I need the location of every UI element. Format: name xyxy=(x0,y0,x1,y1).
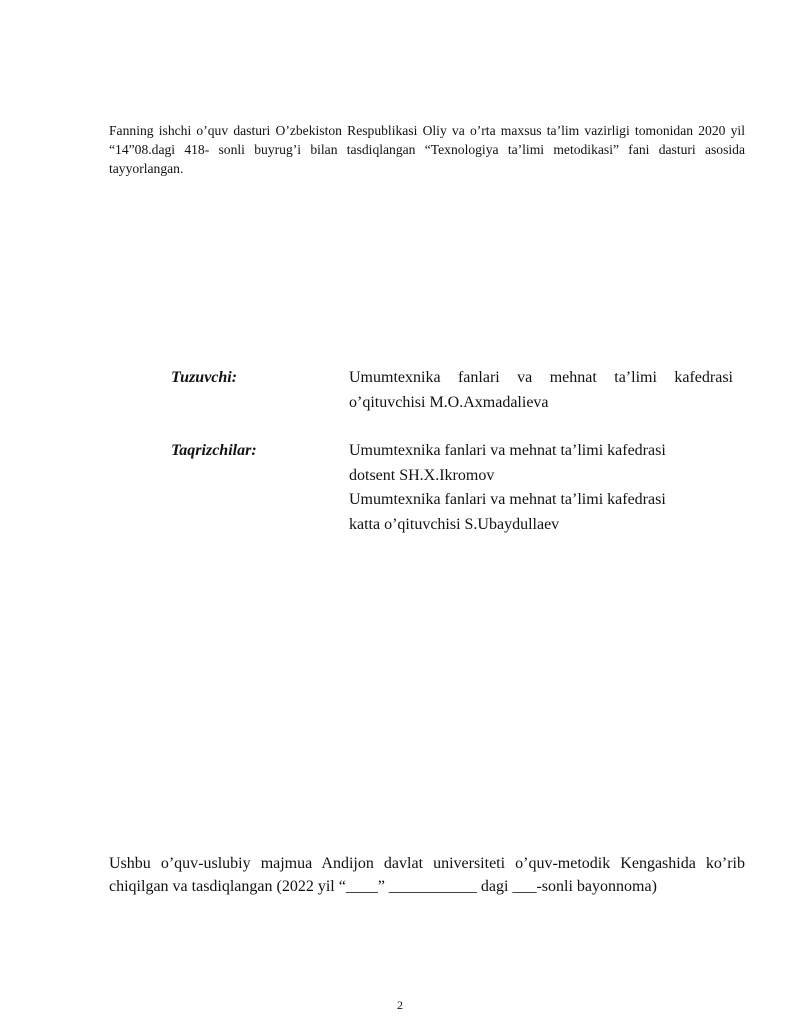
compiler-name: o’qituvchisi M.O.Axmadalieva xyxy=(349,393,549,411)
page-number: 2 xyxy=(397,998,403,1012)
reviewer-2-name: katta o’qituvchisi S.Ubaydullaev xyxy=(349,515,560,533)
compiler-department: Umumtexnika fanlari va mehnat ta’limi kafedrasi xyxy=(349,369,733,386)
compiler-details xyxy=(349,366,746,415)
credits-section xyxy=(171,366,746,561)
intro-paragraph: Fanning ishchi o’quv dasturi O’zbekiston Respublikasi Oliy va o’rta maxsus ta’lim vazirligi tomonidan 2020 yil “14”08.dagi 418- sonli buyrug’i bilan tasdiqlangan “Texnologiya ta’limi metodikasi” fani dasturi asosida tayyorlangan. xyxy=(109,122,745,176)
compiler-block xyxy=(171,366,746,415)
approval-paragraph: Ushbu o’quv-uslubiy majmua Andijon davlat universiteti o’quv-metodik Kengashida ko’rib chiqilgan va tasdiqlangan (2022 yil “____” ___________ dagi ___-sonli bayonnoma) xyxy=(109,855,745,895)
compiler-label: Tuzuvchi: xyxy=(171,369,238,386)
reviewer-1-department: Umumtexnika fanlari va mehnat ta’limi kafedrasi xyxy=(349,442,666,459)
reviewer-2-department: Umumtexnika fanlari va mehnat ta’limi kafedrasi xyxy=(349,491,666,508)
reviewer-1-name: dotsent SH.X.Ikromov xyxy=(349,466,495,484)
reviewers-block xyxy=(171,439,746,537)
reviewers-label: Taqrizchilar: xyxy=(171,442,257,459)
reviewers-details xyxy=(349,439,746,537)
